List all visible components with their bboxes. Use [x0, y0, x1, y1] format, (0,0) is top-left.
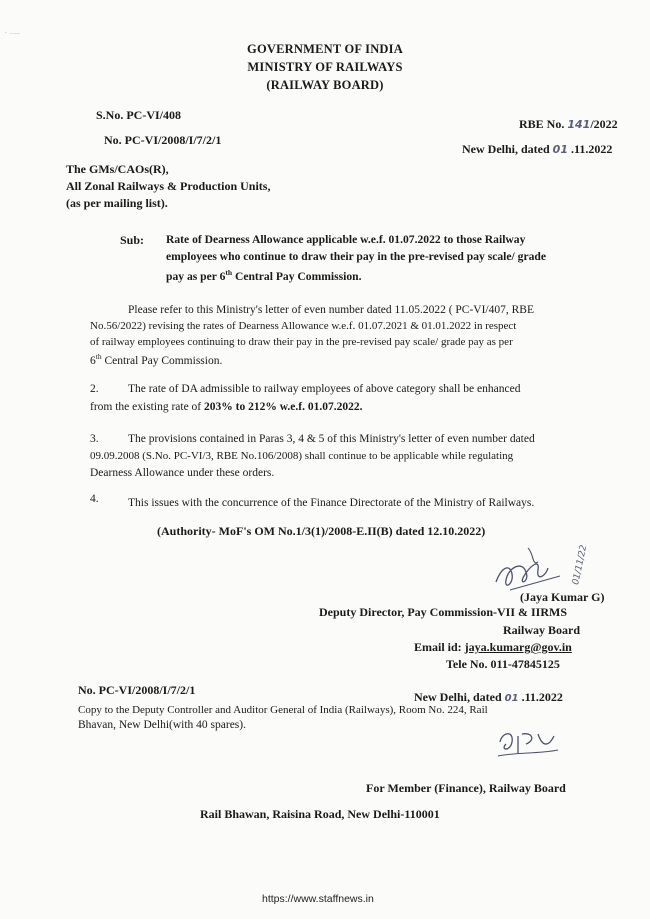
copy-date [414, 690, 563, 705]
para-2-line-2-pre: from the existing rate of [90, 401, 205, 413]
copy-file-number: No. PC-VI/2008/I/7/2/1 [78, 683, 196, 697]
serial-number: S.No. PC-VI/408 [96, 108, 182, 122]
para-1-line-4-post: Central Pay Commission. [101, 354, 223, 367]
scan-mark: · — [4, 28, 20, 39]
subject-line-3 [166, 268, 362, 283]
addressee-line-2: All Zonal Railways & Production Units, [66, 179, 271, 193]
for-member-finance: For Member (Finance), Railway Board [366, 781, 566, 795]
file-number: No. PC-VI/2008/I/7/2/1 [104, 133, 222, 147]
date-prefix: New Delhi, dated [462, 142, 550, 156]
addressee-line-1: The GMs/CAOs(R), [66, 162, 169, 176]
copy-initial-image [492, 722, 564, 762]
rbe-prefix: RBE No. [519, 117, 565, 131]
header-board: (RAILWAY BOARD) [266, 78, 384, 92]
subject-line-1: Rate of Dearness Allowance applicable w.e.f. 01.07.2022 to those Railway [166, 233, 526, 246]
authority-line: (Authority- MoF's OM No.1/3(1)/2008-E.II(B) dated 12.10.2022) [157, 524, 486, 538]
para-1-line-1: Please refer to this Ministry's letter of even number dated 11.05.2022 ( PC-VI/407, RBE [128, 304, 534, 316]
signatory-designation: Deputy Director, Pay Commission-VII & IIRMS [319, 605, 567, 619]
email-label: Email id: [414, 640, 465, 654]
signatory-name: (Jaya Kumar G) [520, 590, 605, 604]
footer-address: Rail Bhawan, Raisina Road, New Delhi-110001 [200, 807, 440, 821]
para-3-line-3: Dearness Allowance under these orders. [90, 467, 275, 479]
para-1-line-4 [90, 352, 222, 367]
copy-line-2: Bhavan, New Delhi(with 40 spares). [78, 719, 246, 731]
copy-date-prefix: New Delhi, dated [414, 690, 502, 704]
copy-line-1: Copy to the Deputy Controller and Auditor General of India (Railways), Room No. 224, Rail [78, 704, 488, 716]
header-government: GOVERNMENT OF INDIA [247, 42, 403, 56]
email-link[interactable]: jaya.kumarg@gov.in [464, 640, 572, 654]
para-1-line-2: No.56/2022) revising the rates of Dearness Allowance w.e.f. 01.07.2021 & 01.01.2022 in respect [90, 320, 517, 332]
copy-date-handwritten: 01 [504, 693, 519, 704]
subject-label: Sub: [120, 233, 145, 247]
subject-line-3-sup: th [225, 268, 233, 277]
rbe-handwritten: 141 [567, 118, 591, 131]
para-2-line-1: The rate of DA admissible to railway employees of above category shall be enhanced [128, 383, 521, 395]
subject-line-3-pre: pay as per 6 [166, 269, 226, 283]
signatory-email [414, 640, 572, 655]
letter-date [462, 142, 612, 157]
para-2-line-2 [90, 401, 362, 413]
subject-line-3-post: Central Pay Commission. [232, 269, 362, 283]
header-ministry: MINISTRY OF RAILWAYS [247, 60, 403, 74]
para-4-number: 4. [90, 493, 99, 505]
date-handwritten: 01 [552, 143, 568, 156]
rbe-suffix: /2022 [590, 117, 618, 131]
copy-date-suffix: .11.2022 [521, 690, 563, 704]
rbe-number [519, 117, 618, 132]
subject-line-2: employees who continue to draw their pay in the pre-revised pay scale/ grade [166, 250, 546, 263]
para-1-line-3: of railway employees continuing to draw their pay in the pre-revised pay scale/ grade pay as per [90, 336, 513, 348]
para-4-line-1: This issues with the concurrence of the Finance Directorate of the Ministry of Railways. [128, 497, 535, 509]
para-2-line-2-bold: 203% to 212% w.e.f. 01.07.2022. [204, 401, 363, 413]
signature-date: 01/11/22 [571, 544, 590, 586]
date-suffix: .11.2022 [570, 142, 613, 156]
para-3-line-2: 09.09.2008 (S.No. PC-VI/3, RBE No.106/2008) shall continue to be applicable while regulating [90, 450, 514, 462]
para-3-number: 3. [90, 433, 99, 445]
footer-url[interactable]: https://www.staffnews.in [262, 893, 374, 905]
para-3-line-1: The provisions contained in Paras 3, 4 & 5 of this Ministry's letter of even number dated [128, 433, 535, 445]
addressee-line-3: (as per mailing list). [66, 196, 168, 210]
para-1-line-4-sup: th [95, 352, 102, 361]
para-1-line-4-pre: 6 [90, 354, 96, 367]
para-2-number: 2. [90, 383, 99, 395]
signatory-phone: Tele No. 011-47845125 [446, 657, 560, 671]
signatory-organization: Railway Board [503, 623, 581, 637]
